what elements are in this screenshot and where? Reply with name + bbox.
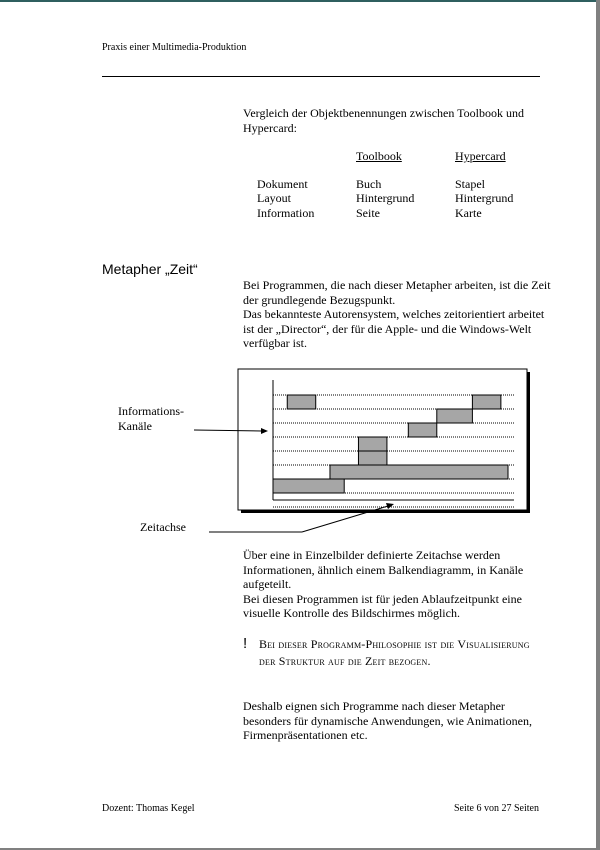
- table-cell: Hintergrund: [455, 191, 514, 205]
- channel-bar: [358, 451, 386, 465]
- table-cell: Information: [257, 205, 315, 220]
- paragraph-line: Bei diesen Programmen ist für jeden Ablaufzeitpunkt eine visuelle Kontrolle des Bildschirmes möglich.: [243, 591, 522, 620]
- channel-bar: [273, 479, 344, 493]
- channel-bar: [358, 437, 386, 451]
- channel-bar: [408, 423, 436, 437]
- table-cell: Karte: [455, 205, 482, 220]
- footer-lecturer: Dozent: Thomas Kegel: [102, 803, 195, 814]
- time-axis-label: Zeitachse: [140, 520, 186, 534]
- channel-bar: [472, 395, 500, 409]
- exclamation-icon: !: [243, 635, 248, 652]
- channel-bar: [330, 465, 508, 479]
- table-cell: Layout: [257, 191, 291, 205]
- table-cell: Stapel: [455, 176, 485, 191]
- paragraph-line: Das bekannteste Autorensystem, welches zeitorientiert arbeitet ist der „Director“, der für die Apple- und die Windows-Welt verfügbar ist.: [243, 307, 545, 350]
- channels-label-line: Kanäle: [118, 419, 152, 433]
- channels-label-line: Informations-: [118, 404, 184, 418]
- header-title: Praxis einer Multimedia-Produktion: [102, 42, 247, 53]
- table-header-toolbook: Toolbook: [356, 149, 402, 163]
- explanation-paragraph: [243, 548, 553, 621]
- intro-text: Vergleich der Objektbenennungen zwischen Toolbook und Hypercard:: [243, 106, 524, 135]
- table-header-hypercard: Hypercard: [455, 149, 506, 163]
- table-cell: Buch: [356, 176, 382, 191]
- note-text: Bei dieser Programm-Philosophie ist die Visualisierung der Struktur auf die Zeit bezogen.: [259, 637, 530, 668]
- paragraph-line: Bei Programmen, die nach dieser Metapher arbeiten, ist die Zeit der grundlegende Bezugspunkt.: [243, 278, 551, 307]
- channel-bar: [437, 409, 473, 423]
- paragraph-line: Über eine in Einzelbilder definierte Zeitachse werden Informationen, ähnlich einem Balkendiagramm, in Kanäle aufgeteilt.: [243, 548, 524, 591]
- channels-label: [118, 404, 184, 434]
- table-cell: Dokument: [257, 176, 308, 191]
- conclusion-paragraph: Deshalb eignen sich Programme nach dieser Metapher besonders für dynamische Anwendungen, wie Animationen, Firmenpräsentationen etc.: [243, 699, 532, 742]
- channel-bar: [287, 395, 315, 409]
- footer-page-info: Seite 6 von 27 Seiten: [454, 803, 539, 814]
- table-cell: Seite: [356, 205, 380, 220]
- table-cell: Hintergrund: [356, 191, 415, 205]
- section-heading: Metapher „Zeit“: [102, 261, 198, 277]
